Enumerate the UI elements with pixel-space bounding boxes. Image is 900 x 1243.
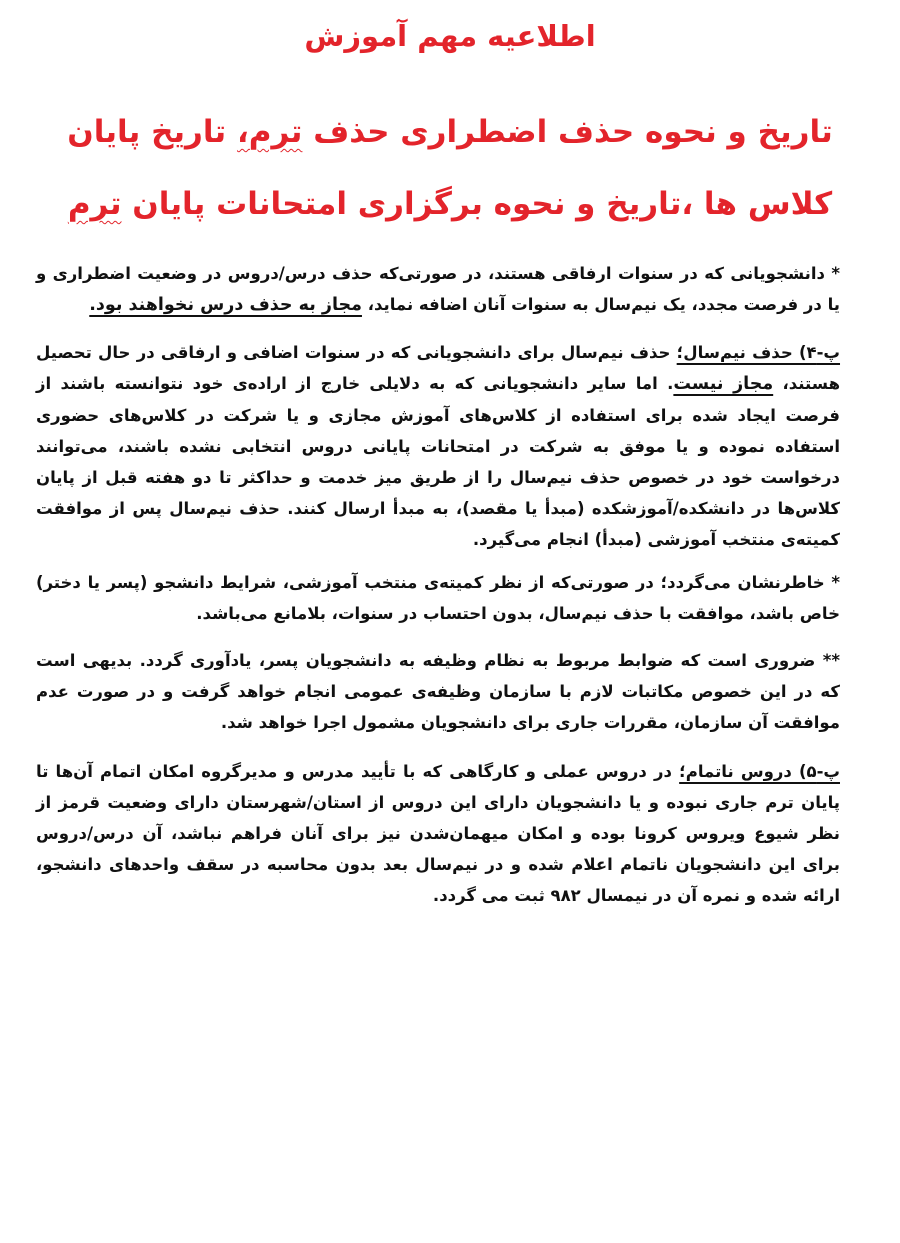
subtitle-text-2: تاریخ پایان کلاس ها ،تاریخ و نحوه برگزاری امتحانات پایان [67,114,833,222]
paragraph-text: در دروس عملی و کارگاهی که با تأیید مدرس و مدیرگروه امکان اتمام آن‌ها تا پایان ترم جاری نبوده و یا دانشجویان دارای این دروس از استان/شهرستان دارای وضعیت قرمز از نظر شیوع ویروس کرونا بوده و امکان میهمان‌شدن نیز برای آنان فراهم نباشد، آن درس/دروس برای این دانشجویان ناتمام اعلام شده و در نیم‌سال بعد بدون محاسبه در سقف واحدهای دانشجو، ارائه شده و نمره آن در نیمسال ۹۸۲ ثبت می گردد. [36,762,840,905]
subtitle-text-1: تاریخ و نحوه حذف اضطراری حذف [302,114,833,150]
paragraph-lead: پ-۴) حذف نیم‌سال؛ [676,343,841,362]
page-subtitle [28,96,872,240]
paragraph-text: * دانشجویانی که در سنوات ارفاقی هستند، در صورتی‌که حذف درس/دروس در وضعیت اضطراری و یا در فرصت مجدد، یک نیم‌سال به سنوات آنان اضافه نماید، [36,264,840,314]
subtitle-spellcheck-mark-1: ترم، [236,114,303,150]
paragraph-military-service [36,645,840,738]
paragraph-text: حذف نیم‌سال برای دانشجویانی که در سنوات اضافی و ارفاقی در حال تحصیل هستند، [36,343,841,393]
paragraph-lead: پ-۵) دروس ناتمام؛ [679,762,840,781]
announcement-body [36,258,840,927]
paragraph-emphasis: مجاز به حذف درس نخواهند بود. [89,295,362,315]
paragraph-extra-semesters [36,258,840,321]
paragraph-text: * خاطرنشان می‌گردد؛ در صورتی‌که از نظر کمیته‌ی منتخب آموزشی، شرایط دانشجو (پسر یا دختر) خاص باشد، موافقت با حذف نیم‌سال، بدون احتساب در سنوات، بلامانع می‌باشد. [36,573,840,623]
subtitle-spellcheck-mark-2: ترم [67,186,122,222]
paragraph-semester-withdrawal [36,337,840,555]
paragraph-text: . اما سایر دانشجویانی که به دلایلی خارج از اراده‌ی خود نتوانسته باشند از فرصت ایجاد شده برای استفاده از کلاس‌های آموزش مجازی و یا شرکت در کلاس‌های حضوری استفاده نموده و یا موفق به شرکت در امتحانات پایانی دروس انتخابی نشده باشند، می‌توانند درخواست خود در خصوص حذف نیم‌سال را از طریق میز خدمت و حداکثر تا دو هفته قبل از پایان کلاس‌ها در دانشکده/آموزشکده (مبدأ یا مقصد)، به مبدأ ارسال کنند. حذف نیم‌سال پس از موافقت کمیته‌ی منتخب آموزشی (مبدأ) انجام می‌گیرد. [36,374,840,549]
page-title: اطلاعیه مهم آموزش [304,19,596,53]
paragraph-special-conditions [36,567,840,629]
paragraph-emphasis: مجاز نیست [673,374,774,394]
paragraph-text: ** ضروری است که ضوابط مربوط به نظام وظیفه به دانشجویان پسر، یادآوری گردد. بدیهی است که در این خصوص مکاتبات لازم با سازمان وظیفه‌ی عمومی انجام خواهد گرفت و در صورت عدم موافقت آن سازمان، مقررات جاری برای دانشجویان مشمول اجرا خواهد شد. [36,651,840,732]
paragraph-incomplete-courses [36,756,840,911]
